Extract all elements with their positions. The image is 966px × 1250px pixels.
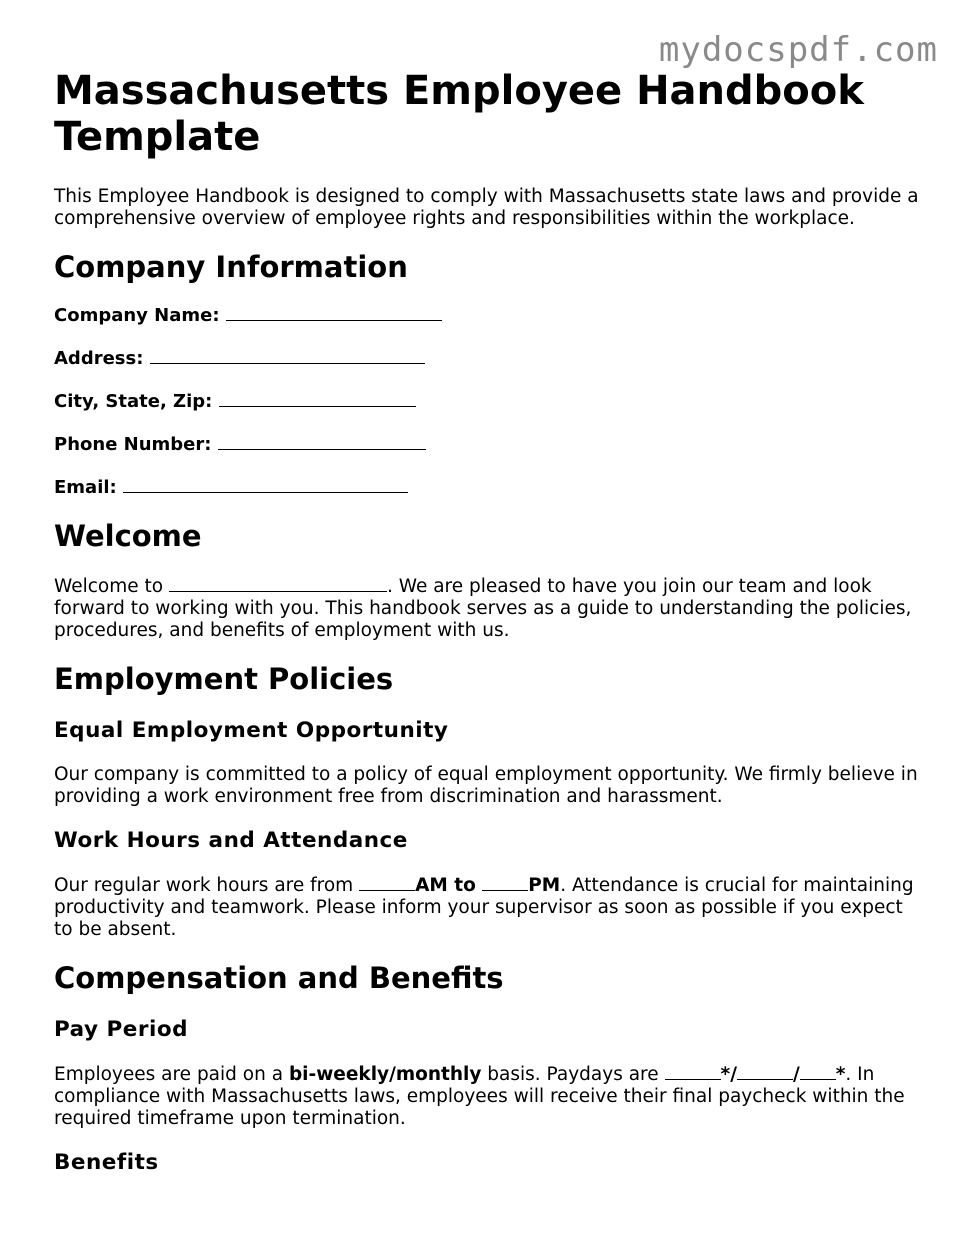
company-name-blank[interactable] — [226, 304, 442, 321]
phone-number-label: Phone Number: — [54, 434, 212, 455]
employment-policies-heading: Employment Policies — [54, 662, 394, 696]
company-name-label: Company Name: — [54, 305, 220, 326]
company-name-field[interactable] — [54, 304, 920, 327]
pay-text-mid: basis. Paydays are — [481, 1064, 665, 1085]
company-name-inline-blank[interactable] — [169, 575, 387, 592]
end-time-blank[interactable] — [482, 874, 528, 891]
pay-period-paragraph — [54, 1063, 920, 1130]
email-label: Email: — [54, 477, 117, 498]
am-label: AM to — [415, 875, 483, 896]
email-field[interactable] — [54, 476, 920, 499]
welcome-paragraph — [54, 575, 920, 642]
compensation-heading: Compensation and Benefits — [54, 961, 504, 995]
payday-blank-1[interactable] — [665, 1063, 721, 1080]
document-title: Massachusetts Employee Handbook Template — [54, 68, 864, 160]
payday-sep-2: / — [792, 1064, 800, 1085]
pm-label: PM — [528, 875, 561, 896]
address-label: Address: — [54, 348, 144, 369]
intro-paragraph: This Employee Handbook is designed to comply with Massachusetts state laws and provide a comprehensive overview of employee rights and responsibilities within the workplace. — [54, 186, 919, 229]
payday-blank-3[interactable] — [800, 1063, 836, 1080]
city-state-zip-label: City, State, Zip: — [54, 391, 213, 412]
document-page — [54, 68, 920, 1176]
eeo-paragraph: Our company is committed to a policy of equal employment opportunity. We firmly believe in providing a work environment free from discrimination and harassment. — [54, 764, 918, 807]
city-state-zip-field[interactable] — [54, 390, 920, 413]
work-hours-paragraph — [54, 874, 920, 941]
payday-blank-2[interactable] — [737, 1063, 793, 1080]
pay-basis: bi-weekly/monthly — [288, 1064, 482, 1085]
phone-number-field[interactable] — [54, 433, 920, 456]
address-blank[interactable] — [150, 347, 425, 364]
work-hours-heading: Work Hours and Attendance — [54, 828, 408, 853]
company-info-heading: Company Information — [54, 250, 408, 284]
phone-number-blank[interactable] — [218, 433, 426, 450]
welcome-heading: Welcome — [54, 519, 202, 553]
welcome-text-start: Welcome to — [54, 576, 169, 597]
pay-text-end: . In compliance with Massachusetts laws, employees will receive their final paycheck within the required timeframe upon termination. — [54, 1064, 905, 1129]
city-state-zip-blank[interactable] — [219, 390, 416, 407]
work-hours-text-end: . Attendance is crucial for maintaining productivity and teamwork. Please inform your supervisor as soon as possible if you expect to be absent. — [54, 875, 914, 940]
payday-sep-3: * — [835, 1064, 846, 1085]
welcome-text-end: . We are pleased to have you join our team and look forward to working with you. This handbook serves as a guide to understanding the policies, procedures, and benefits of employment with us. — [54, 576, 912, 641]
start-time-blank[interactable] — [359, 874, 415, 891]
payday-sep-1: */ — [720, 1064, 737, 1085]
address-field[interactable] — [54, 347, 920, 370]
watermark: mydocspdf.com — [658, 30, 938, 70]
work-hours-text-start: Our regular work hours are from — [54, 875, 360, 896]
benefits-heading: Benefits — [54, 1150, 159, 1175]
pay-period-heading: Pay Period — [54, 1017, 188, 1042]
pay-text-start: Employees are paid on a — [54, 1064, 289, 1085]
eeo-heading: Equal Employment Opportunity — [54, 718, 449, 743]
email-blank[interactable] — [123, 476, 408, 493]
